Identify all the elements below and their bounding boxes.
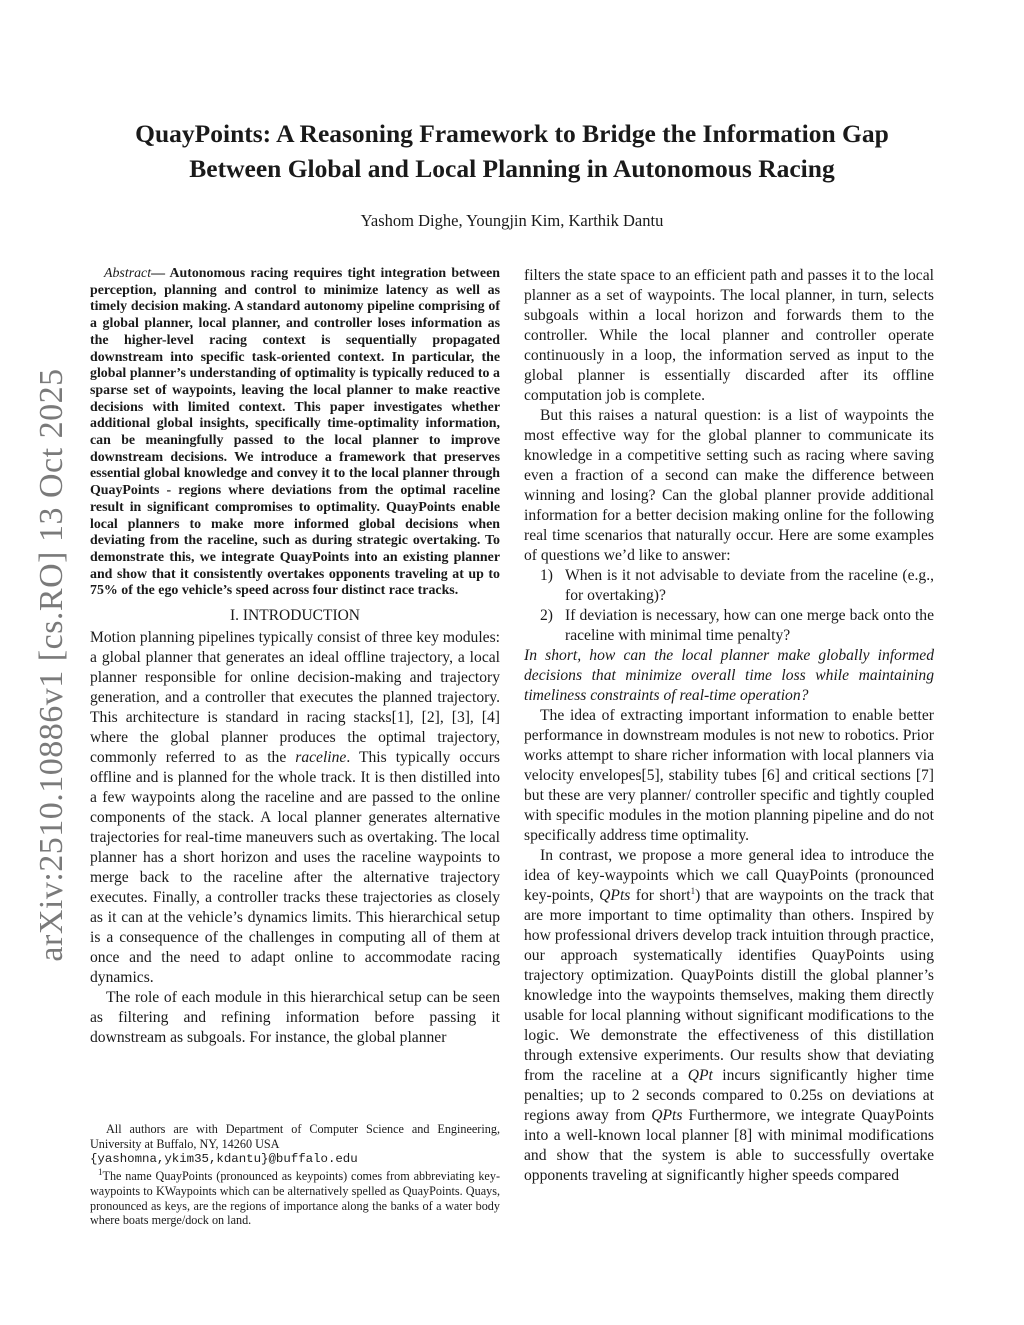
section-heading: I. INTRODUCTION [229,607,360,625]
title-line-2: Between Global and Local Planning in Autonomous Racing [189,154,835,183]
list-item [524,606,934,646]
list-text: When is it not advisable to deviate from the raceline (e.g., for overtaking)? [565,567,934,604]
emphasis-qpts: QPts [599,887,631,904]
list-text: If deviation is necessary, how can one merge back onto the raceline with minimal time penalty? [565,607,934,644]
footnote-marker: 1 [98,1167,103,1178]
footnote-ref: 1 [690,885,696,896]
right-column [524,266,934,1186]
text-run: for short [630,887,691,904]
text-run: incurs significantly higher time penalties; up to 2 seconds compared to 0.25s on deviations at regions away from [524,1067,934,1124]
text-run: ) that are waypoints on the track that are more important to time optimality than others. Inspired by how professional drivers develop track intuition through practice, our approach systematically identifies QuayPoints using trajectory optimization. QuayPoints distill the global planner’s knowledge into the waypoints themselves, making them directly usable for local planning without significant modifications to the logic. We demonstrate the effectiveness of this distillation through extensive experiments. Our results show that deviating from the raceline at a [524,887,934,1084]
email-list: {yashomna,ykim35,kdantu}@buffalo.edu [90,1152,358,1167]
question-list [524,566,934,646]
intro-paragraph-5: In short, how can the local planner make globally informed decisions that minimize overall time loss while maintaining timeliness constraints of real-time operation? [524,647,934,704]
title-line-1: QuayPoints: A Reasoning Framework to Bridge the Information Gap [135,119,889,148]
text-run: Motion planning pipelines typically consist of three key modules: a global planner that generates an ideal offline trajectory, a local planner responsible for online decision-making and trajectory generation, and a controller that executes the planned trajectory. This architecture is standard in racing stacks[1], [2], [3], [4] where the global planner produces the optimal trajectory, commonly referred to as the [90,629,500,767]
intro-paragraph-1 [90,628,500,988]
text-run: In contrast, we propose a more general idea to introduce the idea of key-waypoints which we call QuayPoints (pronounced key-points, [524,847,934,904]
emphasis-qpts: QPts [651,1107,683,1124]
emphasis-qpt: QPt [687,1067,713,1084]
emphasis-raceline: raceline [295,749,347,767]
footnotes [90,1122,500,1228]
list-number: 2) [540,607,553,624]
list-number: 1) [540,567,553,584]
abstract-label: Abstract [104,266,152,281]
abstract [90,266,500,600]
intro-paragraph-4: But this raises a natural question: is a list of waypoints the most effective way for the global planner to communicate its knowledge in a competitive setting such as racing where saving even a fraction of a second can make the difference between winning and losing? Can the global planner provide additional information for a better decision making online for the following real time scenarios that naturally occur. Here are some examples of questions we’d like to answer: [524,407,934,564]
list-item [524,566,934,606]
footnote-1 [90,1169,500,1228]
paper-title [90,116,934,186]
arxiv-stamp: arXiv:2510.10886v1 [cs.RO] 13 Oct 2025 [33,368,70,962]
author-list: Yashom Dighe, Youngjin Kim, Karthik Dantu [360,211,664,230]
intro-paragraph-6: The idea of extracting important information to enable better performance in downstream modules is not new to robotics. Prior works attempt to share richer information with local planners via velocity envelopes[5], stability tubes [6] and critical sections [7] but these are very planner/ controller specific and tightly coupled with specific modules in the motion planning pipeline and do not specifically address time optimality. [524,707,934,844]
intro-paragraph-2: The role of each module in this hierarchical setup can be seen as filtering and refining information before passing it downstream as subgoals. For instance, the global planner [90,989,500,1047]
intro-paragraph-3: filters the state space to an efficient path and passes it to the local planner as a set of waypoints. The local planner, in turn, selects subgoals within a local horizon and forwards them to the controller. While the local planner and controller operate continuously in a loop, the information served as input to the global planner is essentially discarded after its offline computation job is complete. [524,267,934,404]
left-column [90,266,500,1048]
affiliation-note [90,1122,500,1167]
abstract-text: — Autonomous racing requires tight integration between perception, planning and control to minimize latency as well as timely decision making. A standard autonomy pipeline comprising of a global planner, local planner, and controller loses information as the higher-level racing context is sequentially propagated downstream into specific task-oriented context. In particular, the global planner’s understanding of optimality is typically reduced to a sparse set of waypoints, leaving the local planner to make reactive decisions with limited context. This paper investigates whether additional global insights, specifically time-optimality information, can be meaningfully passed to the local planner to improve downstream decisions. We introduce a framework that preserves essential global knowledge and convey it to the local planner through QuayPoints - regions where deviations from the optimal raceline result in significant compromises to optimality. QuayPoints enable local planners to make more informed global decisions when deviating from the raceline, such as during strategic overtaking. To demonstrate this, we integrate QuayPoints into an existing planner and show that it consistently overtakes opponents traveling at up to 75% of the ego vehicle’s speed across four distinct race tracks. [90,266,500,599]
footnote-text: The name QuayPoints (pronounced as keypoints) comes from abbreviating key-waypoints to KWaypoints which can be alternatively spelled as QuayPoints. Quays, pronounced as keys, are the regions of importance along the banks of a water body where boats merge/dock on land. [90,1169,500,1228]
text-run: Furthermore, we integrate QuayPoints into a well-known local planner [8] with minimal modifications and show that the system is able to successfully overtake opponents traveling at significantly higher speeds compared [524,1107,934,1184]
affiliation-text: All authors are with Department of Computer Science and Engineering, University at Buffalo, NY, 14260 USA [90,1122,500,1151]
intro-paragraph-7 [524,846,934,1186]
text-run: . This typically occurs offline and is planned for the whole track. It is then distilled into a few waypoints along the raceline and are passed to the online components of the stack. A local planner generates alternative trajectories for real-time maneuvers such as overtaking. The local planner has a short horizon and uses the raceline waypoints to merge back to the raceline after the alternative trajectory executes. Finally, a controller tracks these trajectories as closely as it can at the vehicle’s dynamics limits. This hierarchical setup is a consequence of the challenges in computing all of them at once and the need to adapt online to accommodate racing dynamics. [90,749,500,987]
